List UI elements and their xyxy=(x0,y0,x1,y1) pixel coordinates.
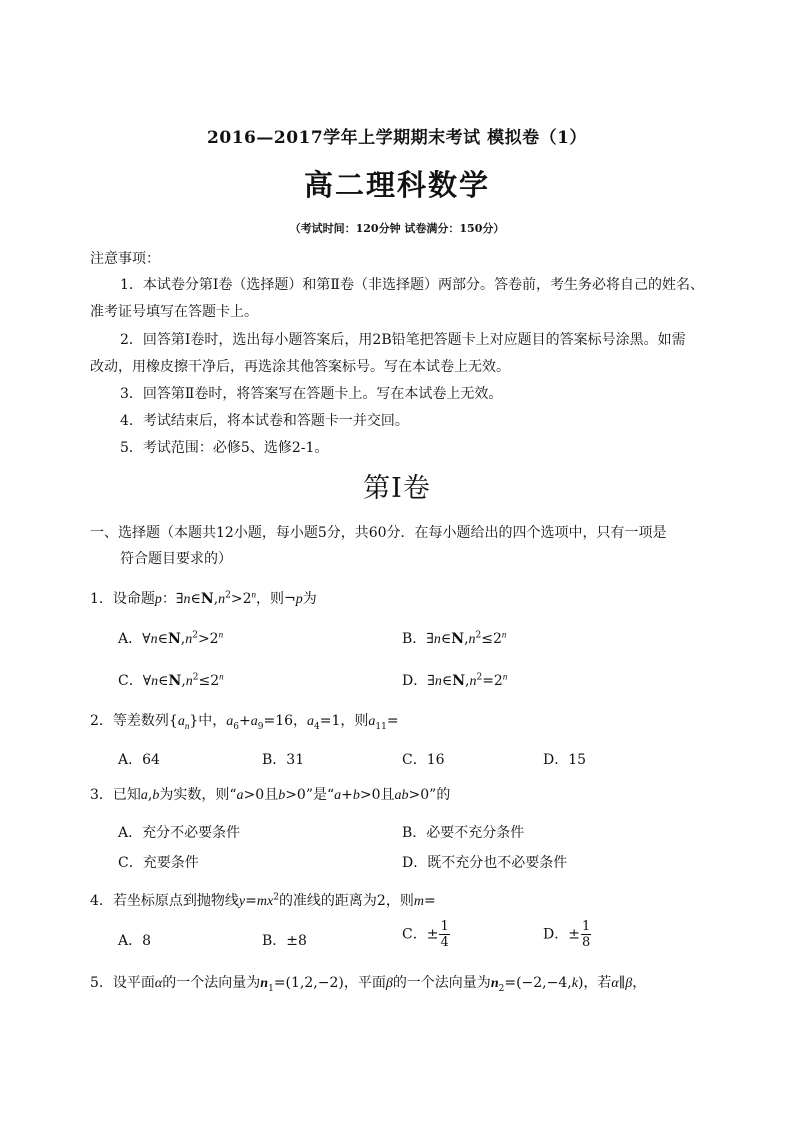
note-3: 3．回答第Ⅱ卷时，将答案写在答题卡上。写在本试卷上无效。 xyxy=(120,386,503,402)
q1-option-d[interactable]: D．$\exists n\in N,n^2=2^n$ xyxy=(402,671,508,689)
note-2a: 2．回答第Ⅰ卷时，选出每小题答案后，用2B铅笔把答题卡上对应题目的答案标号涂黑。如需 xyxy=(120,332,686,348)
part1-heading-line2: 符合题目要求的） xyxy=(120,551,232,567)
q4-option-a[interactable]: A．8 xyxy=(118,933,152,949)
notes-heading: 注意事项： xyxy=(90,251,160,267)
q4-option-d[interactable]: D．± $\frac{1}{8}$ xyxy=(543,919,591,950)
q3-option-c[interactable]: C．充要条件 xyxy=(118,855,199,871)
question-2: 2．等差数列$\{a_n\}$中，$a_6+a_9=16$，$a_4=1$，则$a_{11}=$ xyxy=(90,713,399,732)
q2-option-c[interactable]: C．16 xyxy=(402,752,445,768)
q1-option-a[interactable]: A．$\forall n\in N,n^2>2^n$ xyxy=(118,629,224,647)
q3-option-b[interactable]: B．必要不充分条件 xyxy=(402,825,525,841)
note-1a: 1．本试卷分第Ⅰ卷（选择题）和第Ⅱ卷（非选择题）两部分。答卷前，考生务必将自己的姓名、 xyxy=(120,277,704,293)
note-5: 5．考试范围：必修5、选修2-1。 xyxy=(120,440,329,456)
note-4: 4．考试结束后，将本试卷和答题卡一并交回。 xyxy=(120,413,409,429)
time-info: （考试时间：120分钟 试卷满分：150分） xyxy=(289,222,505,235)
q2-option-a[interactable]: A．64 xyxy=(118,752,160,768)
q4-option-c[interactable]: C．± $\frac{1}{4}$ xyxy=(402,919,449,950)
q2-option-b[interactable]: B．31 xyxy=(262,752,305,768)
subject-title: 高二理科数学 xyxy=(303,168,490,202)
part1-heading-line1: 一、选择题（本题共12小题，每小题5分，共60分．在每小题给出的四个选项中，只有一项是 xyxy=(90,525,667,541)
question-3: 3．已知a,b为实数，则“a>0且b>0”是“a+b>0且ab>0”的 xyxy=(90,787,451,803)
exam-title: 2016—2017学年上学期期末考试 模拟卷（1） xyxy=(207,128,587,148)
q1-option-b[interactable]: B．$\exists n\in N,n^2\le 2^n$ xyxy=(402,629,507,647)
q2-option-d[interactable]: D．15 xyxy=(543,752,587,768)
section-title: 第Ⅰ卷 xyxy=(363,473,431,504)
q1-option-c[interactable]: C．$\forall n\in N,n^2\le 2^n$ xyxy=(118,671,224,689)
note-1b: 准考证号填写在答题卡上。 xyxy=(90,304,258,320)
question-1: 1．设命题p：$\exists n\in N,n^2>2^n$，则¬p为 xyxy=(90,589,317,607)
q3-option-a[interactable]: A．充分不必要条件 xyxy=(118,825,241,841)
question-4: 4．若坐标原点到抛物线$y=mx^2$的准线的距离为2，则m= xyxy=(90,892,436,909)
q4-option-b[interactable]: B．±8 xyxy=(262,933,307,949)
q3-option-d[interactable]: D．既不充分也不必要条件 xyxy=(402,855,568,871)
question-5: 5．设平面α的一个法向量为$n_1=(1,2,-2)$，平面β的一个法向量为$n_2=(-2,-4,k)$，若α∥β， xyxy=(90,975,647,994)
note-2b: 改动，用橡皮擦干净后，再选涂其他答案标号。写在本试卷上无效。 xyxy=(90,359,510,375)
